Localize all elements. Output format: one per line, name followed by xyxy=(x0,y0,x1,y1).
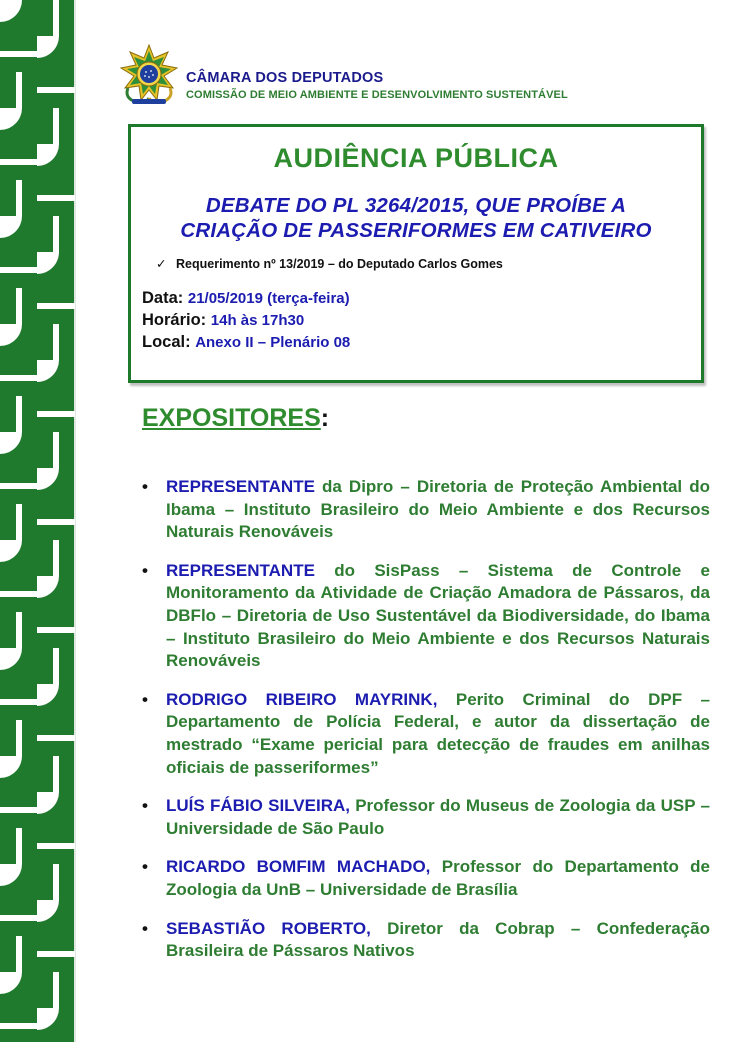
stripe-pattern-shape xyxy=(0,108,22,130)
stripe-pattern-cell xyxy=(37,324,75,360)
stripe-pattern-cell xyxy=(0,216,38,252)
stripe-pattern-shape xyxy=(0,591,38,597)
stripe-pattern-cell xyxy=(0,576,38,612)
speaker-name: RODRIGO RIBEIRO MAYRINK, xyxy=(166,689,438,709)
requirement-text: Requerimento nº 13/2019 – do Deputado Carlos Gomes xyxy=(176,257,503,271)
date-label: Data: xyxy=(142,289,184,307)
stripe-pattern-shape xyxy=(53,648,59,684)
stripe-pattern-shape xyxy=(37,144,59,166)
stripe-pattern-cell xyxy=(37,432,75,468)
stripe-pattern-shape xyxy=(37,1008,59,1030)
speaker-desc: Professor do Museus de Zoologia da USP – Universidade de São Paulo xyxy=(166,796,710,838)
stripe-pattern-shape xyxy=(37,792,59,814)
event-info-box xyxy=(128,124,704,383)
stripe-pattern-cell xyxy=(0,828,38,864)
stripe-pattern-shape xyxy=(53,972,59,1008)
stripe-pattern-cell xyxy=(37,792,75,828)
stripe-pattern-shape xyxy=(0,699,38,705)
stripe-pattern-shape xyxy=(0,375,38,381)
speakers-title-colon: : xyxy=(320,404,330,432)
stripe-pattern-shape xyxy=(37,684,59,706)
stripe-pattern-cell xyxy=(0,648,38,684)
org-name: CÂMARA DOS DEPUTADOS xyxy=(186,70,384,86)
event-title: AUDIÊNCIA PÚBLICA xyxy=(273,143,559,173)
stripe-pattern-shape xyxy=(37,576,59,598)
stripe-pattern-shape xyxy=(53,432,59,468)
stripe-pattern-cell xyxy=(37,288,75,324)
stripe-pattern-shape xyxy=(0,540,22,562)
stripe-pattern-cell xyxy=(0,396,38,432)
stripe-pattern-shape xyxy=(53,756,59,792)
stripe-pattern-shape xyxy=(53,108,59,144)
stripe-pattern-cell xyxy=(37,72,75,108)
stripe-pattern-shape xyxy=(16,936,22,972)
stripe-pattern-cell xyxy=(37,972,75,1008)
event-place xyxy=(142,333,350,352)
stripe-pattern-cell xyxy=(0,900,38,936)
stripe-pattern-cell xyxy=(0,756,38,792)
stripe-pattern-shape xyxy=(16,180,22,216)
list-item xyxy=(140,795,710,840)
stripe-pattern-cell xyxy=(37,900,75,936)
stripe-pattern-cell xyxy=(0,972,38,1008)
stripe-pattern-cell xyxy=(37,1008,75,1042)
stripe-pattern-shape xyxy=(0,864,22,886)
stripe-pattern-cell xyxy=(37,936,75,972)
stripe-pattern-shape xyxy=(37,195,75,201)
bullet-icon: • xyxy=(142,857,148,877)
stripe-pattern-shape xyxy=(0,972,22,994)
stripe-pattern-cell xyxy=(37,216,75,252)
speaker-desc: do SisPass – Sistema de Controle e Monitoramento da Atividade de Criação Amadora de Pássaros, da DBFlo – Diretoria de Uso Sustentável da Biodiversidade, do Ibama – Instituto Brasileiro do Meio Ambiente e dos Recursos Naturais Renováveis xyxy=(166,560,710,671)
stripe-pattern-shape xyxy=(37,900,59,922)
stripe-pattern-cell xyxy=(37,360,75,396)
stripe-pattern-shape xyxy=(0,1023,38,1029)
stripe-pattern-shape xyxy=(37,252,59,274)
stripe-pattern-shape xyxy=(37,360,59,382)
stripe-pattern-cell xyxy=(0,288,38,324)
stripe-pattern-cell xyxy=(0,360,38,396)
header xyxy=(118,40,718,112)
stripe-pattern-shape xyxy=(0,807,38,813)
stripe-pattern-shape xyxy=(16,504,22,540)
stripe-pattern-shape xyxy=(37,843,75,849)
stripe-pattern-shape xyxy=(0,159,38,165)
stripe-pattern-shape xyxy=(16,720,22,756)
stripe-pattern-cell xyxy=(37,180,75,216)
stripe-pattern-cell xyxy=(0,936,38,972)
stripe-pattern-shape xyxy=(37,303,75,309)
speakers-title xyxy=(142,404,329,433)
list-item xyxy=(140,560,710,673)
stripe-pattern-shape xyxy=(0,756,22,778)
stripe-pattern-cell xyxy=(0,252,38,288)
stripe-pattern-shape xyxy=(0,51,38,57)
check-icon: ✓ xyxy=(156,257,167,271)
bullet-icon: • xyxy=(142,796,148,816)
stripe-pattern-shape xyxy=(0,483,38,489)
stripe-pattern-shape xyxy=(37,468,59,490)
stripe-pattern-cell xyxy=(37,648,75,684)
stripe-pattern-cell xyxy=(0,0,38,36)
stripe-pattern-cell xyxy=(0,432,38,468)
stripe-pattern-shape xyxy=(53,216,59,252)
stripe-pattern-cell xyxy=(37,864,75,900)
stripe-pattern-cell xyxy=(37,504,75,540)
stripe-pattern-shape xyxy=(37,951,75,957)
speaker-list xyxy=(140,476,710,979)
date-value: 21/05/2019 (terça-feira) xyxy=(187,290,350,307)
stripe-pattern-shape xyxy=(37,411,75,417)
stripe-pattern-shape xyxy=(0,216,22,238)
stripe-pattern-cell xyxy=(37,612,75,648)
stripe-pattern-cell xyxy=(37,252,75,288)
bullet-icon: • xyxy=(142,477,148,496)
speaker-name: SEBASTIÃO ROBERTO, xyxy=(166,918,371,938)
stripe-pattern-shape xyxy=(16,612,22,648)
speaker-desc: da Dipro – Diretoria de Proteção Ambiental do Ibama – Instituto Brasileiro do Meio Ambiente e dos Recursos Naturais Renováveis xyxy=(166,477,710,542)
event-subtitle-line-2: CRIAÇÃO DE PASSERIFORMES EM CATIVEIRO xyxy=(180,219,652,242)
list-item xyxy=(140,918,710,963)
stripe-pattern-shape xyxy=(0,267,38,273)
stripe-pattern-shape xyxy=(16,828,22,864)
stripe-pattern-shape xyxy=(53,324,59,360)
stripe-pattern-cell xyxy=(0,180,38,216)
speaker-name: REPRESENTANTE xyxy=(166,477,315,496)
stripe-pattern-shape xyxy=(0,0,22,22)
stripe-pattern-cell xyxy=(37,144,75,180)
list-item xyxy=(140,856,710,901)
speaker-desc: Perito Criminal do DPF – Departamento de Polícia Federal, e autor da dissertação de mestrado “Exame pericial para detecção de fraudes em anilhas oficiais de passeriformes” xyxy=(166,689,710,777)
requirement xyxy=(156,256,503,271)
place-value: Anexo II – Plenário 08 xyxy=(195,334,351,351)
stripe-pattern-shape xyxy=(0,915,38,921)
speaker-name: REPRESENTANTE xyxy=(166,560,315,580)
stripe-pattern-shape xyxy=(16,396,22,432)
stripe-pattern-cell xyxy=(0,864,38,900)
stripe-pattern-shape xyxy=(53,0,59,36)
stripe-pattern-shape xyxy=(37,627,75,633)
event-subtitle-line-1: DEBATE DO PL 3264/2015, QUE PROÍBE A xyxy=(205,194,627,217)
stripe-pattern-cell xyxy=(0,108,38,144)
speaker-desc: Diretor da Cobrap – Confederação Brasileira de Pássaros Nativos xyxy=(166,918,710,961)
list-item xyxy=(140,476,710,544)
stripe-pattern-shape xyxy=(37,519,75,525)
stripe-pattern-cell xyxy=(0,1008,38,1042)
stripe-pattern-cell xyxy=(37,684,75,720)
stripe-pattern-shape xyxy=(53,540,59,576)
stripe-pattern-shape xyxy=(0,432,22,454)
stripe-pattern-cell xyxy=(0,540,38,576)
decorative-stripe xyxy=(0,0,76,1042)
speaker-desc: Professor do Departamento de Zoologia da UnB – Universidade de Brasília xyxy=(166,857,711,899)
stripe-pattern-shape xyxy=(37,87,75,93)
stripe-pattern-shape xyxy=(37,735,75,741)
speaker-name: LUÍS FÁBIO SILVEIRA, xyxy=(166,796,350,816)
stripe-pattern-cell xyxy=(0,72,38,108)
list-item xyxy=(140,689,710,779)
place-label: Local: xyxy=(142,333,191,351)
stripe-pattern-cell xyxy=(0,684,38,720)
speakers-title-text: EXPOSITORES xyxy=(142,404,321,432)
stripe-pattern-cell xyxy=(0,792,38,828)
stripe-pattern-shape xyxy=(0,648,22,670)
stripe-pattern-cell xyxy=(0,144,38,180)
stripe-pattern-shape xyxy=(0,324,22,346)
stripe-pattern-cell xyxy=(37,576,75,612)
stripe-pattern-cell xyxy=(37,468,75,504)
time-value: 14h às 17h30 xyxy=(210,312,305,329)
stripe-pattern-cell xyxy=(0,468,38,504)
stripe-pattern-cell xyxy=(0,504,38,540)
stripe-pattern-shape xyxy=(16,72,22,108)
bullet-icon: • xyxy=(142,918,148,938)
event-date xyxy=(142,289,350,308)
stripe-pattern-cell xyxy=(0,612,38,648)
time-label: Horário: xyxy=(142,311,207,329)
stripe-pattern-cell xyxy=(37,720,75,756)
stripe-pattern-cell xyxy=(37,756,75,792)
stripe-pattern-cell xyxy=(0,720,38,756)
event-time xyxy=(142,311,304,330)
stripe-pattern-cell xyxy=(37,0,75,36)
stripe-pattern-cell xyxy=(37,108,75,144)
stripe-pattern-cell xyxy=(0,36,38,72)
event-subtitle xyxy=(131,193,701,243)
stripe-pattern-cell xyxy=(37,540,75,576)
stripe-pattern-shape xyxy=(37,36,59,58)
bullet-icon: • xyxy=(142,560,148,580)
brazil-coat-of-arms-icon xyxy=(118,44,180,106)
speaker-name: RICARDO BOMFIM MACHADO, xyxy=(166,857,431,877)
stripe-pattern-cell xyxy=(37,828,75,864)
stripe-pattern-cell xyxy=(37,396,75,432)
stripe-pattern-shape xyxy=(16,288,22,324)
org-subtitle: COMISSÃO DE MEIO AMBIENTE E DESENVOLVIMENTO SUSTENTÁVEL xyxy=(186,89,568,101)
bullet-icon: • xyxy=(142,689,148,709)
stripe-pattern-cell xyxy=(37,36,75,72)
stripe-pattern-shape xyxy=(53,864,59,900)
stripe-pattern-cell xyxy=(0,324,38,360)
